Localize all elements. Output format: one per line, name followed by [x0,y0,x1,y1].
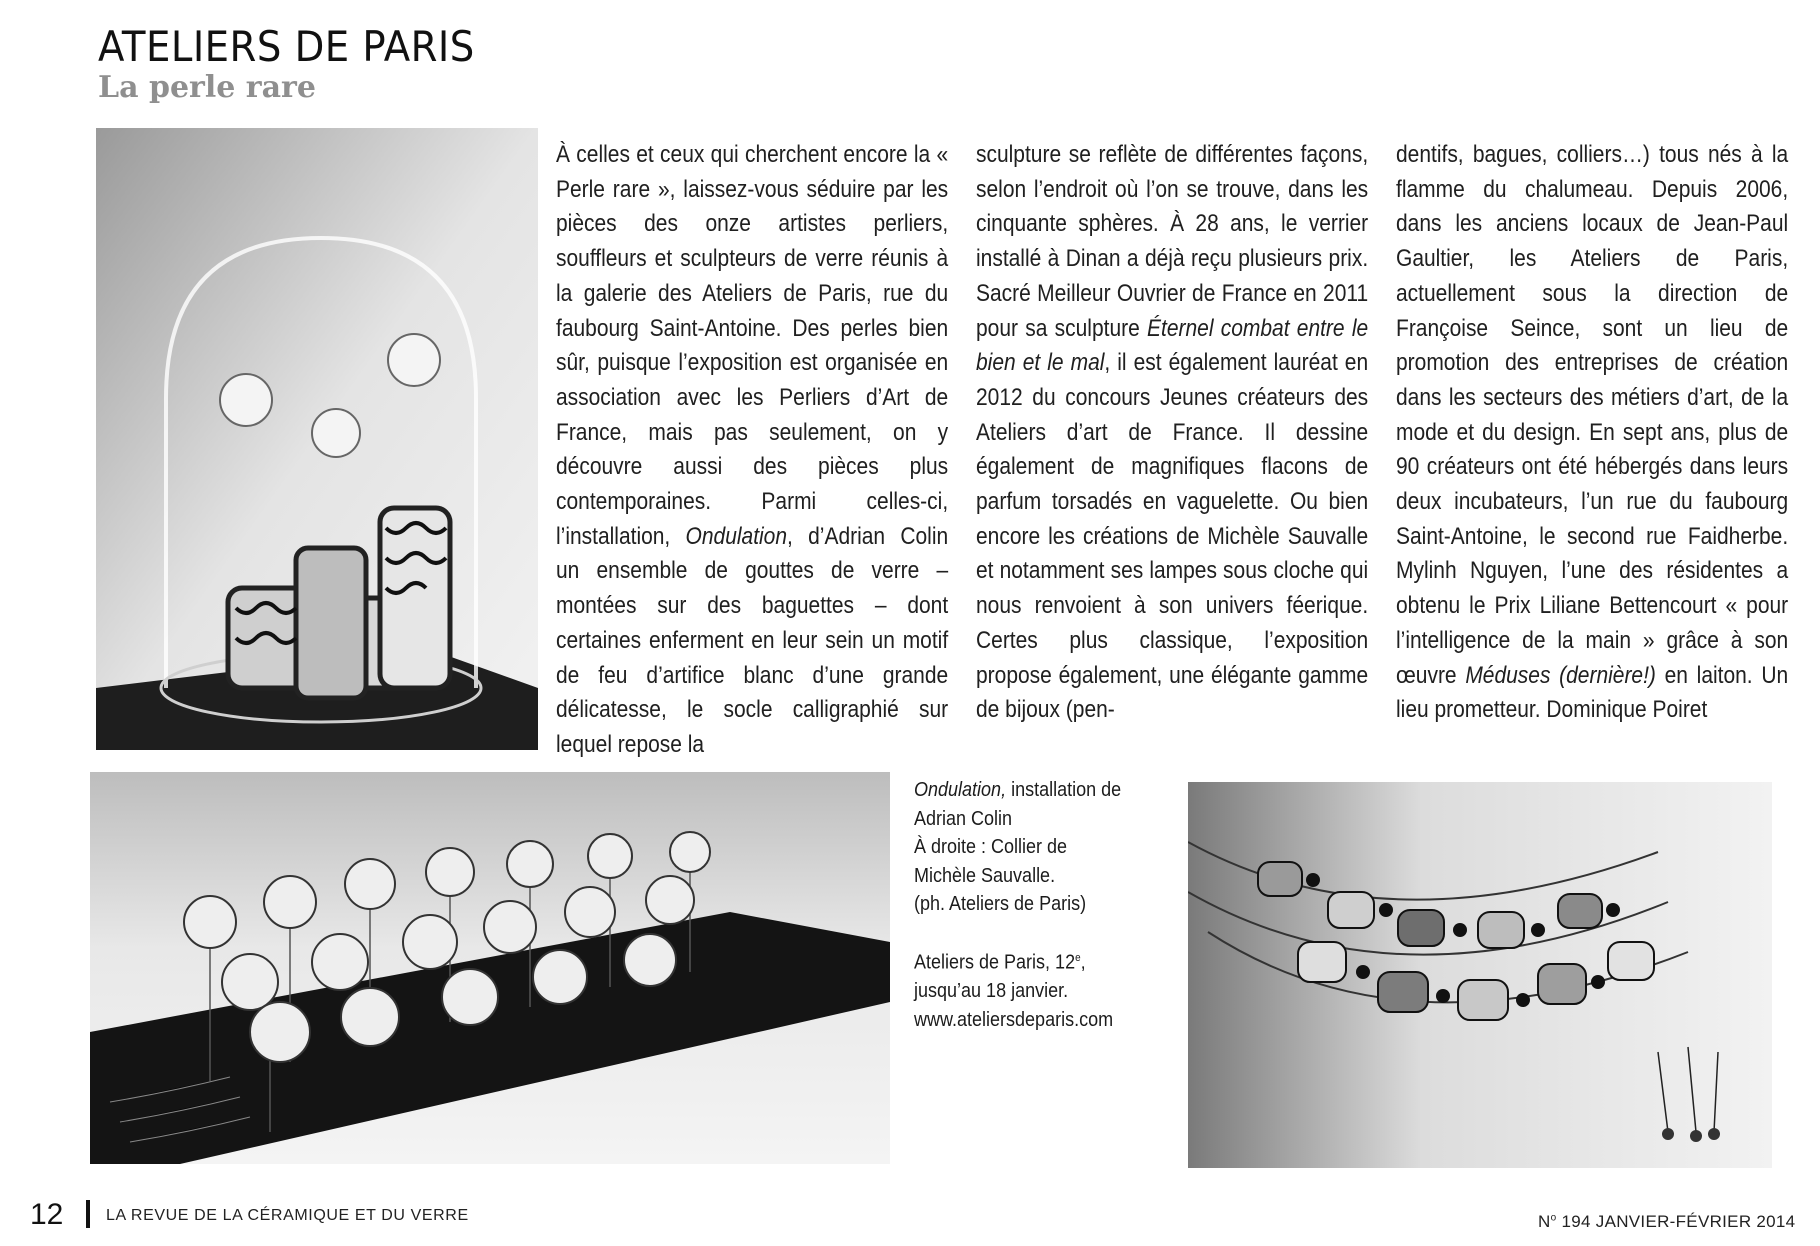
caption-line-2: Adrian Colin [914,807,1013,830]
photo-caption: Ondulation, installation de Adrian Colin À droite : Collier de Michèle Sauvalle. (ph. Ateliers de Paris) [914,776,1148,919]
photo-glass-dome [96,128,538,750]
photo-ondulation [90,772,890,1164]
magazine-name: LA REVUE DE LA CÉRAMIQUE ET DU VERRE [106,1207,469,1224]
article-title: ATELIERS DE PARIS [98,22,475,71]
issue-info: $N^o$ 194 JANVIER-FÉVRIER 2014 [1538,1212,1796,1231]
article-column-2: sculpture se reflète de différentes façons, selon l’endroit où l’on se trouve, dans les cinquante sphères. À 28 ans, le verrier installé à Dinan a déjà reçu plusieurs prix. Sacré Meilleur Ouvrier de France en 2011 pour sa sculpture Éternel combat entre le bien et le mal, il est également lauréat en 2012 du concours Jeunes créateurs des Ateliers d’art de France. Il dessine également de magnifiques flacons de parfum torsadés en vaguelette. Ou bien encore les créations de Michèle Sauvalle et notamment ses lampes sous cloche qui nous renvoient à son univers féerique. Certes plus classique, l’exposition propose également, une élégante gamme de bijoux (pen- [976,141,1369,724]
necklace-illustration [1188,782,1772,1168]
caption-line-3: À droite : Collier de [914,836,1068,858]
article-column-3: dentifs, bagues, colliers…) tous nés à la flamme du chalumeau. Depuis 2006, dans les anciens locaux de Jean-Paul Gaultier, les Ateliers de Paris, actuellement sous la direction de Françoise Seince, sont un lieu de promotion des entreprises de création dans les secteurs des métiers d’art, de la mode et du design. En sept ans, plus de 90 créateurs ont été hébergés dans leurs deux incubateurs, l’un rue du faubourg Saint-Antoine, le second rue Faidherbe. Mylinh Nguyen, l’une des résidentes a obtenu le Prix Liliane Bettencourt « pour l’intelligence de la main » grâce à son œuvre Méduses (dernière!) en laiton. Un lieu prometteur. Dominique Poiret [1396,141,1789,724]
artwork-title-eternel-combat: Éternel combat entre le bien et le mal [976,314,1369,377]
article-column-1: À celles et ceux qui cherchent encore la « Perle rare », laissez-vous séduire par les pièces des onze artistes perliers, souffleurs et sculpteurs de verre réunis à la galerie des Ateliers de Paris, rue du faubourg Saint-Antoine. Des perles bien sûr, puisque l’exposition est organisée en association avec les Perliers d’Art de France, mais pas seulement, on y découvre aussi des pièces plus contemporaines. Parmi celles-ci, l’installation, Ondulation, d’Adrian Colin un ensemble de gouttes de verre – montées sur des baguettes – dont certaines enferment en leur sein un motif de feu d’artifice blanc d’une grande délicatesse, le socle calligraphié sur lequel repose la [556,141,949,758]
caption-line-4: Michèle Sauvalle. [914,864,1056,887]
ondulation-illustration [90,772,890,1164]
footer-divider [86,1200,90,1228]
caption-photo-credit: (ph. Ateliers de Paris) [914,893,1087,915]
exhibition-website[interactable]: www.ateliersdeparis.com [914,1008,1114,1031]
article-subtitle: La perle rare [98,70,316,105]
exhibition-info: Ateliers de Paris, 12e, jusqu’au 18 janvier. www.ateliersdeparis.com [914,944,1148,1034]
caption-artwork-title: Ondulation, [914,779,1007,801]
artwork-title-meduses: Méduses (dernière!) [1465,661,1656,689]
photo-necklace [1188,782,1772,1168]
page-number: 12 [30,1198,64,1231]
artwork-title-ondulation: Ondulation [685,522,788,550]
glass-dome-illustration [96,128,538,750]
exhibition-dates: jusqu’au 18 janvier. [914,980,1069,1003]
